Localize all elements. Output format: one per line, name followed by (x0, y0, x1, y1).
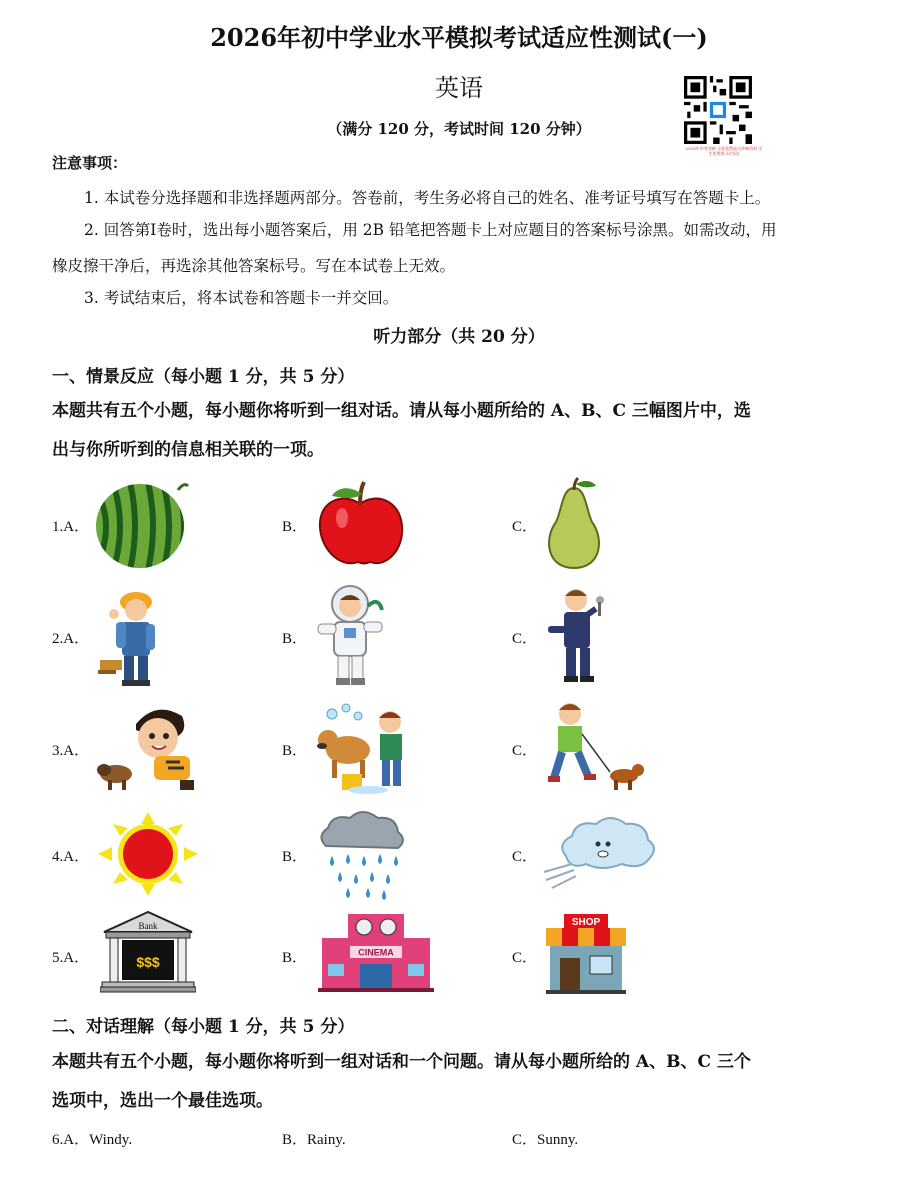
q6-option-a[interactable]: 6.A．Windy. (52, 1132, 133, 1148)
apple-icon[interactable] (314, 478, 406, 570)
shop-sign: SHOP (571, 917, 601, 928)
q3-label-c: C． (512, 743, 538, 759)
bank-money: $$$ (136, 954, 160, 970)
wind-icon[interactable] (542, 812, 662, 892)
q1-label-b: B． (282, 519, 308, 535)
cinema-icon[interactable] (314, 912, 438, 992)
part2-heading: 二、对话理解（每小题 1 分，共 5 分） (52, 1017, 355, 1037)
boy-walking-dog-icon[interactable] (540, 700, 644, 796)
q5-label-a: 5.A． (52, 950, 90, 966)
q2-label-b: B． (282, 631, 308, 647)
q6-option-b[interactable]: B．Rainy. (282, 1132, 346, 1148)
q2-label-c: C． (512, 631, 538, 647)
notice-heading: 注意事项： (52, 154, 128, 172)
q1-label-c: C． (512, 519, 538, 535)
part1-instruction-line1: 本题共有五个小题，每小题你将听到一组对话。请从每小题所给的 A、B、C 三幅图片中，选 (52, 401, 751, 421)
listening-heading: 听力部分（共 20 分） (373, 327, 545, 347)
subject-title: 英语 (435, 74, 483, 102)
q4-label-c: C． (512, 849, 538, 865)
rain-icon[interactable] (312, 808, 408, 900)
score-info: （满分 120 分，考试时间 120 分钟） (327, 120, 591, 138)
part2-instruction-line2: 选项中，选出一个最佳选项。 (52, 1091, 273, 1111)
q3-label-b: B． (282, 743, 308, 759)
boy-washing-dog-icon[interactable] (312, 700, 412, 796)
q1-label-a: 1.A． (52, 519, 90, 535)
cinema-sign: CINEMA (358, 947, 394, 958)
part1-instruction-line2: 出与你所听到的信息相关联的一项。 (52, 440, 324, 460)
sun-icon[interactable] (96, 812, 200, 896)
qr-code-icon[interactable] (684, 76, 752, 144)
q3-label-a: 3.A． (52, 743, 90, 759)
notice-item-1: 1. 本试卷分选择题和非选择题两部分。答卷前，考生务必将自己的姓名、准考证号填写在答题卡上。 (84, 189, 771, 207)
bank-sign: Bank (138, 921, 158, 931)
bank-icon[interactable] (100, 910, 196, 994)
part1-heading: 一、情景反应（每小题 1 分，共 5 分） (52, 367, 355, 387)
worker-icon[interactable] (96, 584, 168, 688)
exam-title: 2026年初中学业水平模拟考试适应性测试(一) (210, 23, 708, 52)
qr-caption: 2026年中考冲刺 全卷免费高分冲刺资料 学生免费练习(扫码) (685, 146, 763, 156)
q6-option-c[interactable]: C．Sunny. (512, 1132, 579, 1148)
boy-playing-dog-icon[interactable] (96, 700, 208, 796)
q5-label-c: C． (512, 950, 538, 966)
notice-item-2: 2. 回答第Ⅰ卷时，选出每小题答案后，用 2B 铅笔把答题卡上对应题目的答案标号涂黑。如需改动，用 (84, 221, 777, 239)
notice-item-2-cont: 橡皮擦干净后，再选涂其他答案标号。写在本试卷上无效。 (52, 257, 456, 275)
singer-icon[interactable] (542, 586, 614, 686)
q4-label-b: B． (282, 849, 308, 865)
q5-label-b: B． (282, 950, 308, 966)
notice-item-3: 3. 考试结束后，将本试卷和答题卡一并交回。 (84, 289, 399, 307)
q4-label-a: 4.A． (52, 849, 90, 865)
q2-label-a: 2.A． (52, 631, 90, 647)
watermelon-icon[interactable] (94, 478, 190, 570)
astronaut-icon[interactable] (310, 582, 390, 688)
part2-instruction-line1: 本题共有五个小题，每小题你将听到一组对话和一个问题。请从每小题所给的 A、B、C 三个 (52, 1052, 751, 1072)
pear-icon[interactable] (540, 476, 608, 572)
shop-icon[interactable] (544, 912, 628, 994)
